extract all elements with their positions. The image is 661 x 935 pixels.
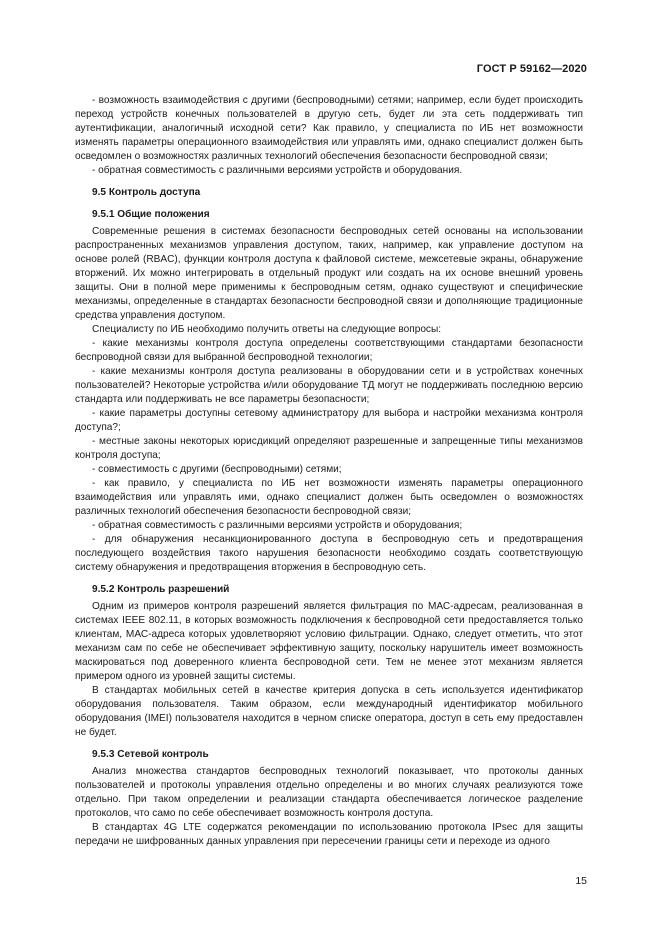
section-heading-9-5-1: 9.5.1 Общие положения bbox=[92, 209, 210, 220]
document-code: ГОСТ Р 59162—2020 bbox=[476, 63, 587, 75]
page-number: 15 bbox=[575, 875, 587, 887]
list-item: - для обнаружения несанкционированного доступа в беспроводную сеть и предотвращения последующего воздействия такого нарушения безопасности необходимо создать соответствующую систему обнаружения и предотвращения вторжения в беспроводную сеть. bbox=[75, 534, 583, 573]
section-heading-9-5-3: 9.5.3 Сетевой контроль bbox=[92, 749, 209, 760]
list-item: - возможность взаимодействия с другими (беспроводными) сетями; например, если будет происходить переход устройств конечных пользователей в другую сеть, будет ли эта сеть поддерживать тип аутентификации, аналогичный исходной сети? Как правило, у специалиста по ИБ нет возможности изменять параметры операционного взаимодействия или управлять ими, однако специалист должен быть осведомлен о возможностях различных технологий обеспечения безопасности беспроводной связи; bbox=[75, 95, 583, 162]
paragraph: В стандартах 4G LTE содержатся рекомендации по использованию протокола IPsec для защиты передачи не шифрованных данных управления при пересечении границы сети и переходе из одного bbox=[75, 822, 583, 847]
list-item: - обратная совместимость с различными версиями устройств и оборудования. bbox=[92, 165, 463, 176]
list-item: - как правило, у специалиста по ИБ нет возможности изменять параметры операционного взаимодействия или управлять ими, однако специалист должен быть осведомлен о возможностях различных технологий обеспечения безопасности беспроводной связи; bbox=[75, 478, 583, 517]
page-content bbox=[75, 94, 583, 849]
list-item: - совместимость с другими (беспроводными) сетями; bbox=[92, 464, 342, 475]
list-item: - какие механизмы контроля доступа реализованы в оборудовании сети и в устройствах конечных пользователей? Некоторые устройства и/или оборудование ТД могут не поддерживать последнюю версию стандарта или поддерживать не все параметры безопасности; bbox=[75, 366, 583, 405]
list-item: - местные законы некоторых юрисдикций определяют разрешенные и запрещенные типы механизмов контроля доступа; bbox=[75, 436, 583, 461]
section-heading-9-5: 9.5 Контроль доступа bbox=[92, 187, 201, 198]
paragraph: Одним из примеров контроля разрешений является фильтрация по МАС-адресам, реализованная в системах IEEE 802.11, в которых возможность подключения к беспроводной сети предоставляется только клиентам, МАС-адреса которых удовлетворяют условию фильтрации. Однако, следует отметить, что этот механизм сам по себе не обеспечивает эффективную защиту, поскольку нарушитель имеет возможность маскироваться под доверенного клиента беспроводной сети. Тем не менее этот механизм является примером одного из уровней защиты системы. bbox=[75, 601, 583, 682]
list-item: - какие механизмы контроля доступа определены соответствующими стандартами безопасности беспроводной связи для выбранной беспроводной технологии; bbox=[75, 338, 583, 363]
paragraph: Анализ множества стандартов беспроводных технологий показывает, что протоколы данных пользователей и протоколы управления отдельно определены и во многих случаях реализуются тоже отдельно. При таком определении и реализации стандарта обеспечивается логическое разделение протоколов, что само по себе обеспечивает возможность контроля доступа. bbox=[75, 766, 583, 819]
paragraph: Специалисту по ИБ необходимо получить ответы на следующие вопросы: bbox=[92, 324, 442, 335]
section-heading-9-5-2: 9.5.2 Контроль разрешений bbox=[92, 584, 230, 595]
paragraph: В стандартах мобильных сетей в качестве критерия допуска в сеть используется идентификатор оборудования пользователя. Таким образом, если международный идентификатор мобильного оборудования (IMEI) пользователя находится в черном списке оператора, доступ в сеть ему предоставлен не будет. bbox=[75, 685, 583, 738]
paragraph: Современные решения в системах безопасности беспроводных сетей основаны на использовании распространенных механизмов управления доступом, таких, например, как управление доступом на основе ролей (RBAC), функции контроля доступа к файловой системе, межсетевые экраны, обнаружение вторжений. Их можно интегрировать в отдельный продукт или создать на их основе внешний уровень защиты. Они в полной мере применимы к беспроводным сетям, однако существуют и специфические механизмы, определенные в стандартах безопасности беспроводной связи и дополняющие традиционные средства управления доступом. bbox=[75, 226, 583, 321]
list-item: - обратная совместимость с различными версиями устройств и оборудования; bbox=[92, 520, 463, 531]
list-item: - какие параметры доступны сетевому администратору для выбора и настройки механизма контроля доступа?; bbox=[75, 408, 583, 433]
